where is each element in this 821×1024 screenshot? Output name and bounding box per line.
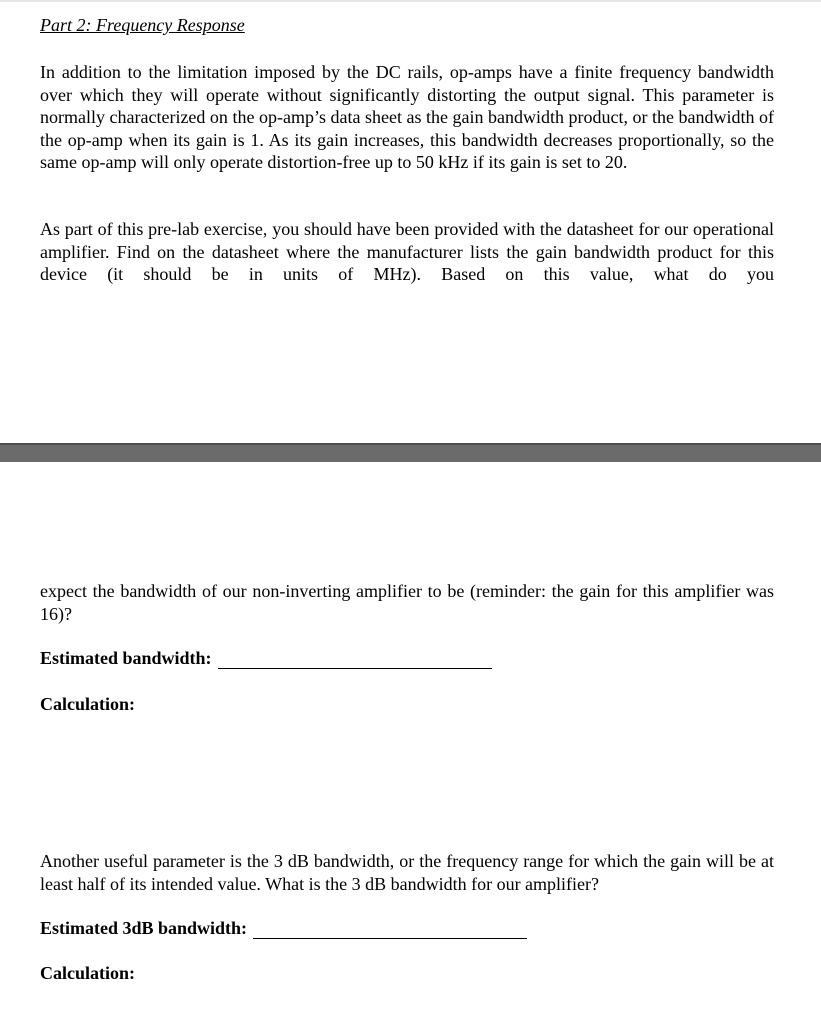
page-break-divider <box>0 443 821 462</box>
document-page-1 <box>0 0 821 443</box>
calculation-label-2: Calculation: <box>40 963 136 983</box>
datasheet-paragraph-part1: As part of this pre-lab exercise, you should have been provided with the datasheet for our operational amplifier. Find on the datasheet where the manufacturer lists the gain bandwidth product for this device (it should be in units of MHz). Based on this value, what do you <box>40 219 774 284</box>
intro-paragraph: In addition to the limitation imposed by the DC rails, op-amps have a finite frequency bandwidth over which they will operate without significantly distorting the output signal. This parameter is normally characterized on the op-amp’s data sheet as the gain bandwidth product, or the bandwidth of the op-amp when its gain is 1. As its gain increases, this bandwidth decreases proportionally, so the same op-amp will only operate distortion-free up to 50 kHz if its gain is set to 20. <box>40 62 774 172</box>
datasheet-paragraph-part2: expect the bandwidth of our non-inverting amplifier to be (reminder: the gain for this amplifier was 16)? <box>40 581 774 624</box>
estimated-bandwidth-field <box>40 648 492 669</box>
three-db-paragraph: Another useful parameter is the 3 dB bandwidth, or the frequency range for which the gain will be at least half of its intended value. What is the 3 dB bandwidth for our amplifier? <box>40 851 774 894</box>
document-page-2 <box>0 462 821 1024</box>
estimated-3db-bandwidth-field <box>40 918 527 939</box>
estimated-3db-bandwidth-answer-line[interactable] <box>253 920 527 939</box>
estimated-bandwidth-answer-line[interactable] <box>218 650 492 669</box>
calculation-label-1: Calculation: <box>40 694 136 714</box>
section-title: Part 2: Frequency Response <box>40 15 245 35</box>
estimated-3db-bandwidth-label: Estimated 3dB bandwidth: <box>40 918 248 938</box>
estimated-bandwidth-label: Estimated bandwidth: <box>40 648 212 668</box>
